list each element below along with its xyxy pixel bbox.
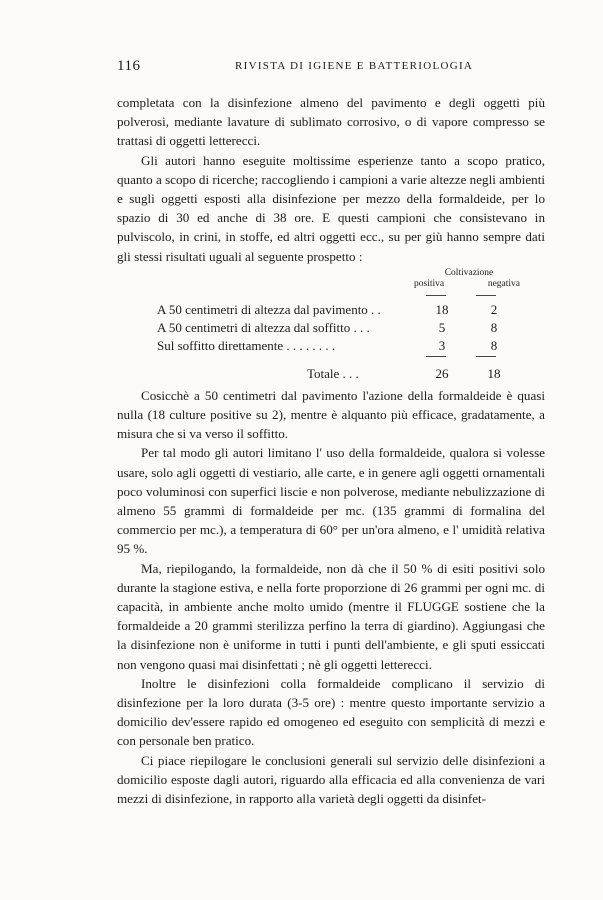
column-negative-header: negativa — [487, 278, 520, 289]
table-group-header: Coltivazione — [444, 267, 494, 278]
paragraph: Inoltre le disinfezioni colla formaldeide complicano il servizio di disinfezione per la loro durata (3-5 ore) : mentre questo importante servizio a domicilio dev'essere rapido ed omogeneo ed eseguito con semplicità di mezzi e con personale ben pratico. — [117, 675, 545, 749]
row-negative-value: 8 — [490, 337, 498, 353]
page-number: 116 — [117, 58, 141, 74]
column-positive-header: positiva — [414, 278, 445, 289]
row-label: A 50 centimetri di altezza dal pavimento . . — [157, 301, 381, 317]
table-row — [157, 300, 497, 318]
sum-rule — [476, 356, 496, 357]
total-positive-value: 26 — [435, 365, 449, 381]
table-column-header — [414, 268, 524, 290]
row-positive-value: 5 — [438, 319, 446, 335]
row-positive-value: 18 — [435, 301, 449, 317]
total-negative-value: 18 — [487, 365, 501, 381]
body-text — [117, 93, 545, 808]
row-negative-value: 2 — [490, 301, 498, 317]
table-row — [157, 336, 497, 354]
column-rule — [476, 295, 496, 296]
column-rule — [426, 295, 446, 296]
row-label: A 50 centimetri di altezza dal soffitto . . . — [157, 319, 370, 335]
results-table — [117, 268, 545, 384]
paragraph: completata con la disinfezione almeno del pavimento e degli oggetti più polverosi, mediante lavature di sublimato corrosivo, o di vapore compresso se trattasi di oggetti letterecci. — [117, 95, 545, 149]
row-negative-value: 8 — [490, 319, 498, 335]
row-label: Sul soffitto direttamente . . . . . . . . — [157, 337, 336, 353]
running-title: RIVISTA DI IGIENE E BATTERIOLOGIA — [235, 60, 474, 72]
page-header — [117, 58, 545, 78]
sum-rule — [426, 356, 446, 357]
paragraph: Cosicchè a 50 centimetri dal pavimento l'azione della formaldeide è quasi nulla (18 culture positive su 2), mentre è alquanto più efficace, gradatamente, a misura che si va verso il soffitto. — [117, 387, 545, 442]
table-row — [157, 318, 497, 336]
paragraph: Per tal modo gli autori limitano l' uso della formaldeide, qualora si volesse usare, solo agli oggetti di vestiario, alle carte, e in genere agli oggetti ornamentali poco voluminosi con superfici liscie e non polverose, mediante nebulizzazione di almeno 55 grammi di formaldeide per mc. (135 grammi di formalina del commercio per mc.), a temperatura di 60° per un'ora almeno, e l' umidità relativa 95 %. — [117, 445, 545, 557]
paragraph: Ci piace riepilogare le conclusioni generali sul servizio delle disinfezioni a domicilio esposte dagli autori, riguardo alla efficacia ed alla convenienza de vari mezzi di disinfezione, in rapporto alla varietà degli oggetti da disinfet- — [117, 752, 545, 807]
row-positive-value: 3 — [438, 337, 446, 353]
paragraph: Gli autori hanno eseguite moltissime esperienze tanto a scopo pratico, quanto a scopo di ricerche; raccogliendo i campioni a varie altezze negli ambienti e sugli oggetti esposti alla disinfezione per mezzo della formaldeide, per lo spazio di 30 ed anche di 38 ore. E questi campioni che consistevano in pulviscolo, in crini, in stoffe, ed altri oggetti ecc., su per giù hanno sempre dati gli stessi risultati uguali al seguente prospetto : — [117, 152, 545, 264]
paragraph: Ma, riepilogando, la formaldeide, non dà che il 50 % di esiti positivi solo durante la stagione estiva, e nella forte proporzione di 26 grammi per ogni mc. di capacità, in ambiente anche molto umido (mentre il FLUGGE sostiene che la formaldeide a 20 grammi sterilizza perfino la terra di giardino). Aggiungasi che la disinfezione non è uniforme in tutti i punti dell'ambiente, e gli sputi essiccati non vengono quasi mai disinfettati ; nè gli oggetti letterecci. — [117, 560, 545, 672]
total-label: Totale . . . — [307, 365, 359, 381]
